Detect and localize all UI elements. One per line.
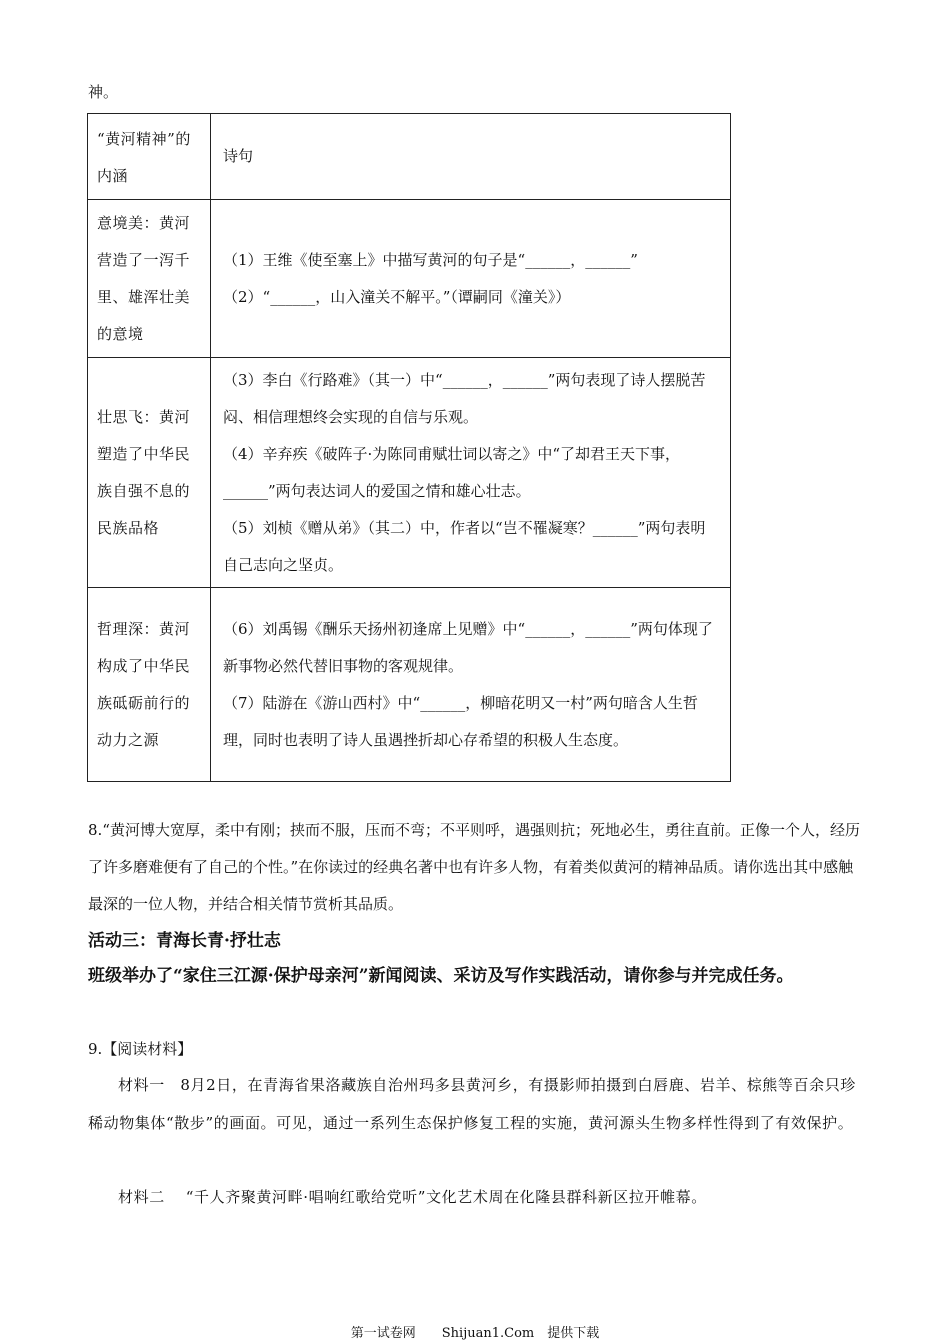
- material-1: 材料一 8月2日，在青海省果洛藏族自治州玛多县黄河乡，有摄影师拍摄到白唇鹿、岩羊、棕熊等百余只珍稀动物集体“散步”的画面。可见，通过一系列生态保护修复工程的实施，黄河源头生物多样性得到了有效保护。: [88, 1076, 856, 1132]
- header-poems: 诗句: [223, 147, 254, 165]
- poem-line: （6）刘禹锡《酬乐天扬州初逢席上见赠》中“______，______”两句体现了新事物必然代替旧事物的客观规律。: [223, 619, 713, 675]
- poem-line: （3）李白《行路难》（其一）中“______，______”两句表现了诗人摆脱苦闷、相信理想终会实现的自信与乐观。: [223, 370, 706, 426]
- table-header-row: [88, 114, 731, 200]
- poem-line: （7）陆游在《游山西村》中“______，柳暗花明又一村”两句暗含人生哲理，同时也表明了诗人虽遇挫折却心存希望的积极人生态度。: [223, 693, 698, 749]
- question-9-label: 9.【阅读材料】: [88, 1040, 193, 1058]
- activity3-intro: 班级举办了“家住三江源·保护母亲河”新闻阅读、采访及写作实践活动，请你参与并完成任务。: [88, 966, 794, 986]
- table-row: [88, 358, 731, 588]
- poem-line: （2）“______，山入潼关不解平。”（谭嗣同《潼关》）: [223, 287, 571, 306]
- poem-line: （1）王维《使至塞上》中描写黄河的句子是“______，______”: [223, 250, 638, 269]
- activity3-title: 活动三：青海长青·抒壮志: [88, 931, 281, 951]
- row-aspect: 哲理深：黄河构成了中华民族砥砺前行的动力之源: [97, 619, 191, 749]
- table-row: [88, 200, 731, 358]
- row-aspect: 壮思飞：黄河塑造了中华民族自强不息的民族品格: [97, 407, 191, 537]
- question-8: 8.“黄河博大宽厚，柔中有刚；挟而不服，压而不弯；不平则呼，遇强则抗；死地必生，勇往直前。正像一个人，经历了许多磨难便有了自己的个性。”在你读过的经典名著中也有许多人物，有着类似黄河的精神品质。请你选出其中感触最深的一位人物，并结合相关情节赏析其品质。: [88, 821, 860, 913]
- row-aspect: 意境美：黄河营造了一泻千里、雄浑壮美的意境: [97, 213, 191, 343]
- top-fragment: 神。: [88, 83, 119, 101]
- header-aspect: “黄河精神”的内涵: [97, 129, 191, 185]
- table-row: [88, 588, 731, 782]
- poem-table: [87, 113, 731, 782]
- page-footer: 第一试卷网 Shijuan1.Com 提供下载: [350, 1326, 600, 1341]
- material-2: 材料二 “千人齐聚黄河畔·唱响红歌给党听”文化艺术周在化隆县群科新区拉开帷幕。: [118, 1188, 707, 1206]
- poem-line: （5）刘桢《赠从弟》（其二）中，作者以“岂不罹凝寒？______”两句表明自己志向之坚贞。: [223, 518, 706, 574]
- poem-line: （4）辛弃疾《破阵子·为陈同甫赋壮词以寄之》中“了却君王天下事，______”两句表达词人的爱国之情和雄心壮志。: [223, 444, 680, 500]
